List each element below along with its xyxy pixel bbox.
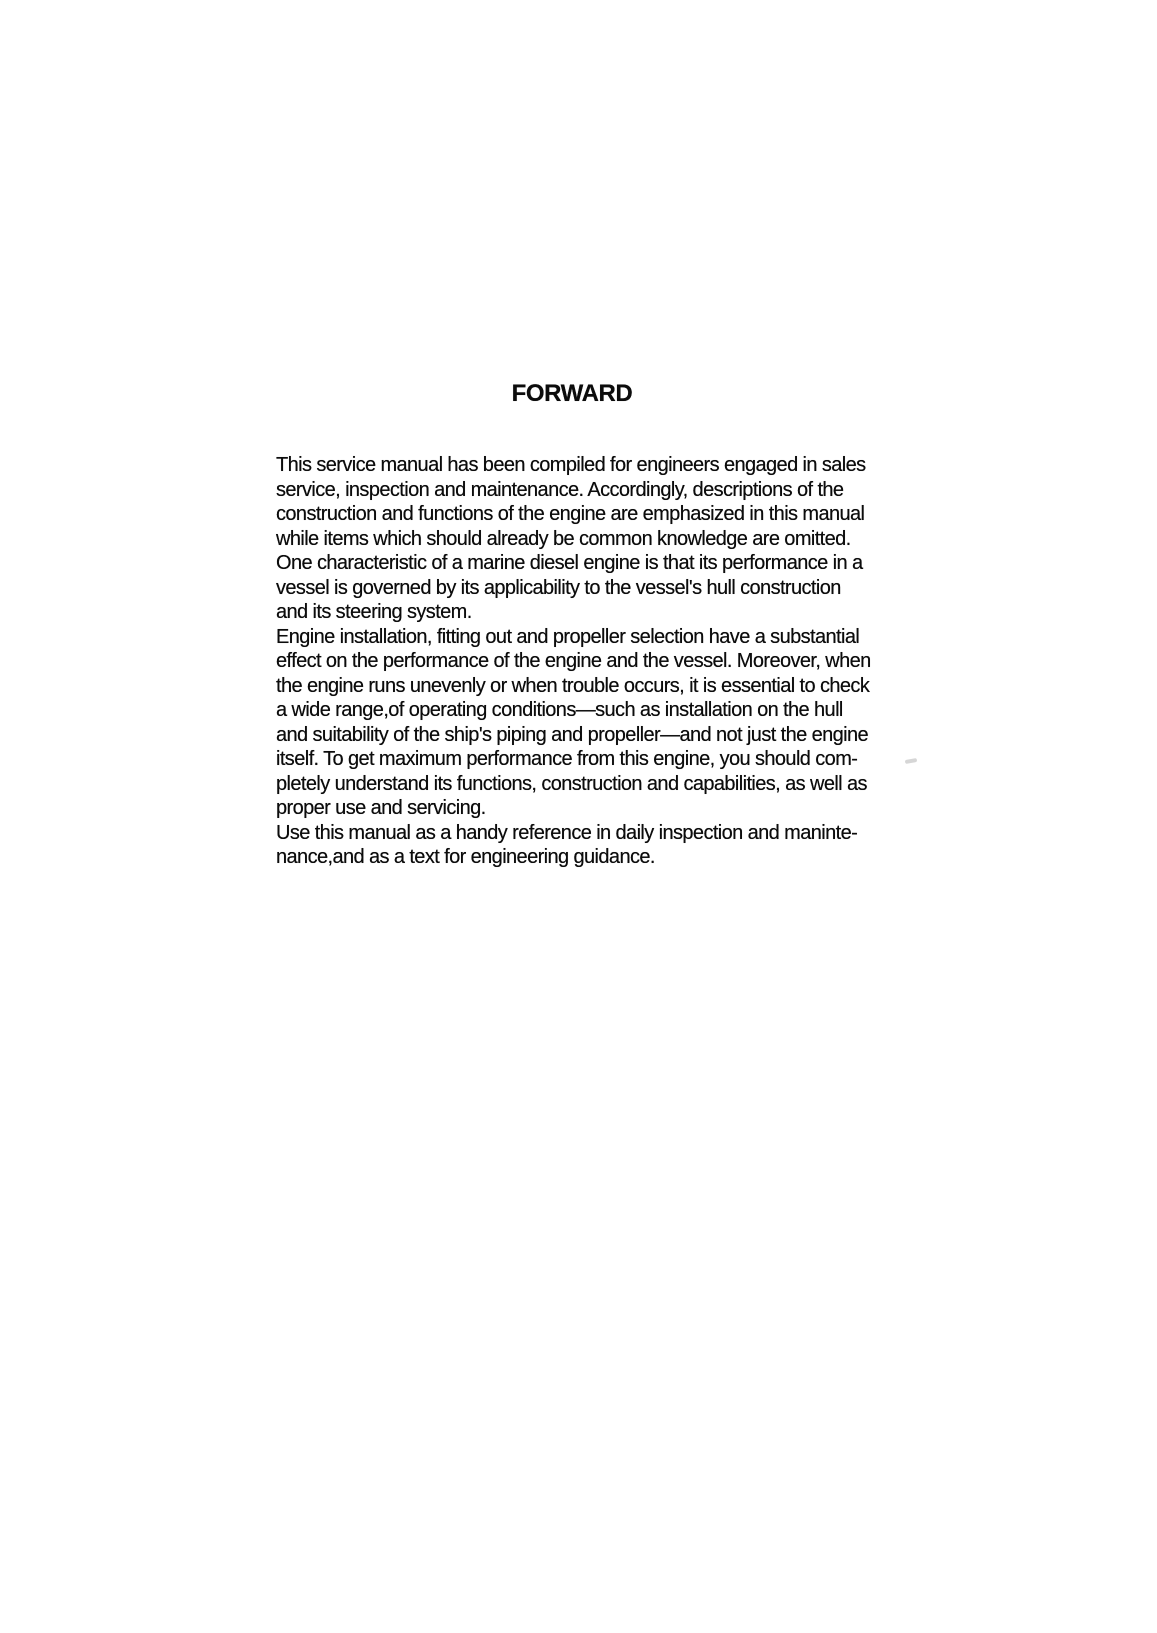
paragraph-line: nance,and as a text for engineering guidance. — [276, 846, 655, 868]
paragraph-line: proper use and servicing. — [276, 797, 486, 819]
paragraph-line: Use this manual as a handy reference in daily inspection and maninte- — [276, 821, 858, 844]
paragraph-line: effect on the performance of the engine and the vessel. Moreover, when — [276, 650, 871, 672]
paragraph-line: pletely understand its functions, construction and capabilities, as well as — [276, 772, 867, 795]
paragraph-line: a wide range,of operating conditions—such as installation on the hull — [276, 699, 843, 721]
page-title: FORWARD — [511, 380, 633, 407]
paragraph-line: Engine installation, fitting out and propeller selection have a substantial — [276, 625, 860, 648]
paragraph-line: while items which should already be common knowledge are omitted. — [276, 527, 851, 550]
foreword-paragraph — [276, 453, 876, 870]
paragraph-line: construction and functions of the engine are emphasized in this manual — [276, 503, 865, 525]
paragraph-line: itself. To get maximum performance from this engine, you should com- — [276, 748, 858, 770]
paragraph-line: One characteristic of a marine diesel engine is that its performance in a — [276, 552, 863, 574]
paragraph-line: and suitability of the ship's piping and propeller—and not just the engine — [276, 723, 869, 746]
paragraph-line: and its steering system. — [276, 601, 472, 623]
scan-artifact-mark — [905, 758, 918, 764]
paragraph-line: vessel is governed by its applicability to the vessel's hull construction — [276, 576, 841, 599]
paragraph-line: service, inspection and maintenance. Accordingly, descriptions of the — [276, 478, 844, 501]
paragraph-line: the engine runs unevenly or when trouble occurs, it is essential to check — [276, 674, 870, 697]
paragraph-line: This service manual has been compiled for engineers engaged in sales — [276, 454, 866, 476]
